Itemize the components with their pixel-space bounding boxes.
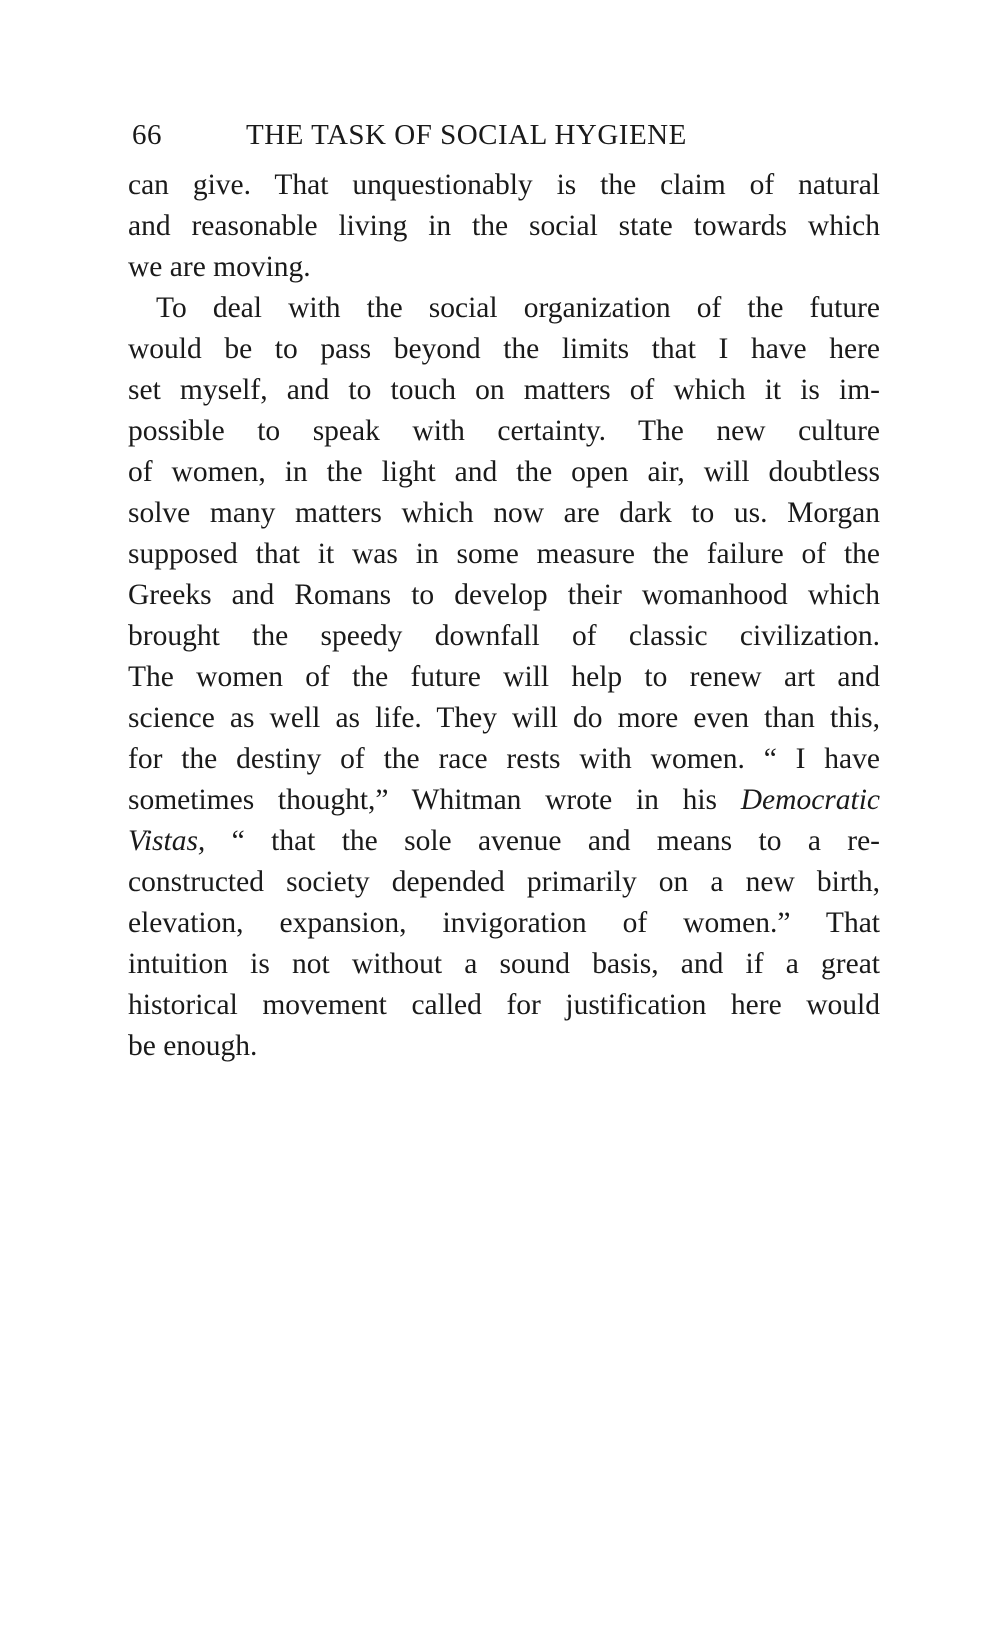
running-head <box>132 112 832 158</box>
text-segment: sometimes thought,” Whitman wrote in his <box>128 784 718 816</box>
body-text <box>128 165 880 1067</box>
text-line: for the destiny of the race rests with women. “ I have <box>128 743 880 775</box>
text-segment: “ that the sole avenue and means to a re- <box>231 825 880 857</box>
book-title-italic: Democratic <box>740 784 880 816</box>
page-number: 66 <box>132 119 162 151</box>
text-line: elevation, expansion, invigoration of women.” That <box>128 907 880 939</box>
text-line: constructed society depended primarily on a new birth, <box>128 866 880 898</box>
text-line: brought the speedy downfall of classic civilization. <box>128 620 880 652</box>
text-line: Greeks and Romans to develop their womanhood which <box>128 579 880 611</box>
text-line: and reasonable living in the social state towards which <box>128 210 880 242</box>
text-line: supposed that it was in some measure the failure of the <box>128 538 880 570</box>
text-line: science as well as life. They will do more even than this, <box>128 702 880 734</box>
text-line: set myself, and to touch on matters of which it is im- <box>128 374 880 406</box>
text-line: solve many matters which now are dark to us. Morgan <box>128 497 880 529</box>
book-title-italic: Vistas, <box>128 825 206 857</box>
text-line: can give. That unquestionably is the claim of natural <box>128 169 880 201</box>
text-line: intuition is not without a sound basis, and if a great <box>128 948 880 980</box>
text-line <box>128 821 880 862</box>
running-title: THE TASK OF SOCIAL HYGIENE <box>246 119 687 151</box>
text-line: we are moving. <box>128 251 311 283</box>
text-line: would be to pass beyond the limits that I have here <box>128 333 880 365</box>
text-line: historical movement called for justification here would <box>128 989 880 1021</box>
text-line: of women, in the light and the open air, will doubtless <box>128 456 880 488</box>
text-line <box>128 780 880 821</box>
text-line: The women of the future will help to renew art and <box>128 661 880 693</box>
text-line: possible to speak with certainty. The new culture <box>128 415 880 447</box>
text-line: To deal with the social organization of the future <box>156 292 880 324</box>
text-line: be enough. <box>128 1030 258 1062</box>
